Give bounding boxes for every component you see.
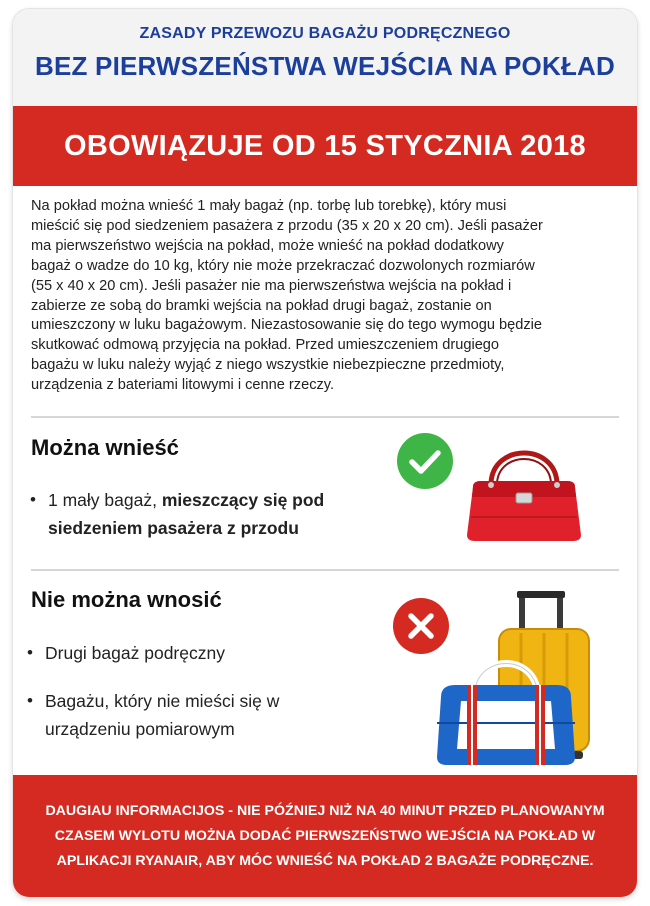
bullet-dot: •	[30, 490, 36, 509]
intro-line: bagaż o wadze do 10 kg, który nie może przekraczać dozwolonych rozmiarów	[31, 257, 535, 274]
intro-line: (55 x 40 x 20 cm). Jeśli pasażer nie ma pierwszeństwa wejścia na pokład i	[31, 277, 512, 294]
intro-line: urządzenia z bateriami litowymi i cenne rzeczy.	[31, 377, 335, 394]
intro-line: zabierze ze sobą do bramki wejścia na pokład drugi bagaż, zostanie on	[31, 297, 492, 314]
intro-paragraph	[31, 197, 624, 396]
allowed-title: Można wnieść	[31, 435, 179, 460]
bullet-dot: •	[27, 643, 33, 662]
allowed-bullet-plain: 1 mały bagaż,	[48, 490, 162, 510]
footer-line: CZASEM WYLOTU MOŻNA DODAĆ PIERWSZEŃSTWO WEJŚCIA NA POKŁAD W	[54, 828, 596, 844]
forbidden-bullet	[27, 687, 280, 743]
allowed-bullet-bold: mieszczący się pod	[161, 490, 325, 510]
bullet-dot: •	[27, 691, 33, 710]
footer-line: DAUGIAU INFORMACIJOS - NIE PÓŹNIEJ NIŻ NA 40 MINUT PRZED PLANOWANYM	[45, 803, 605, 819]
intro-line: bagażu w luku należy wyjąć z niego wszystkie niebezpieczne przedmioty,	[31, 357, 505, 374]
divider	[31, 416, 619, 418]
forbidden-title: Nie można wnosić	[31, 587, 222, 612]
footer-banner	[13, 775, 637, 897]
header	[13, 9, 637, 106]
check-icon	[396, 432, 454, 490]
luggage-icon	[431, 589, 601, 769]
forbidden-bullet	[27, 639, 225, 667]
allowed-bullet	[30, 486, 325, 542]
forbidden-bullet-2-line1: Bagażu, który nie mieści się w	[45, 691, 280, 711]
intro-line: skutkować odmową przyjęcia na pokład. Przed umieszczeniem drugiego	[31, 337, 500, 354]
divider	[31, 569, 619, 571]
header-title: BEZ PIERWSZEŃSTWA WEJŚCIA NA POKŁAD	[35, 51, 615, 81]
intro-line: ma pierwszeństwo wejścia na pokład, może wnieść na pokład dodatkowy	[31, 237, 504, 254]
allowed-bullet-bold-line2: siedzeniem pasażera z przodu	[48, 518, 299, 538]
intro-line: umieszczony w luku bagażowym. Niezastosowanie się do tego wymogu będzie	[31, 317, 543, 334]
intro-line: mieścić się pod siedzeniem pasażera z przodu (35 x 20 x 20 cm). Jeśli pasażer	[31, 217, 543, 234]
red-handbag-icon	[459, 437, 589, 547]
effective-date-banner: OBOWIĄZUJE OD 15 STYCZNIA 2018	[13, 106, 637, 186]
header-subtitle: ZASADY PRZEWOZU BAGAŻU PODRĘCZNEGO	[139, 25, 511, 42]
forbidden-bullet-2-line2: urządzeniu pomiarowym	[45, 719, 235, 739]
forbidden-bullet-1: Drugi bagaż podręczny	[45, 643, 225, 663]
baggage-info-card	[13, 9, 637, 897]
intro-line: Na pokład można wnieść 1 mały bagaż (np. torbę lub torebkę), który musi	[31, 198, 507, 214]
footer-line: APLIKACJI RYANAIR, ABY MÓC WNIEŚĆ NA POKŁAD 2 BAGAŻE PODRĘCZNE.	[56, 853, 594, 869]
